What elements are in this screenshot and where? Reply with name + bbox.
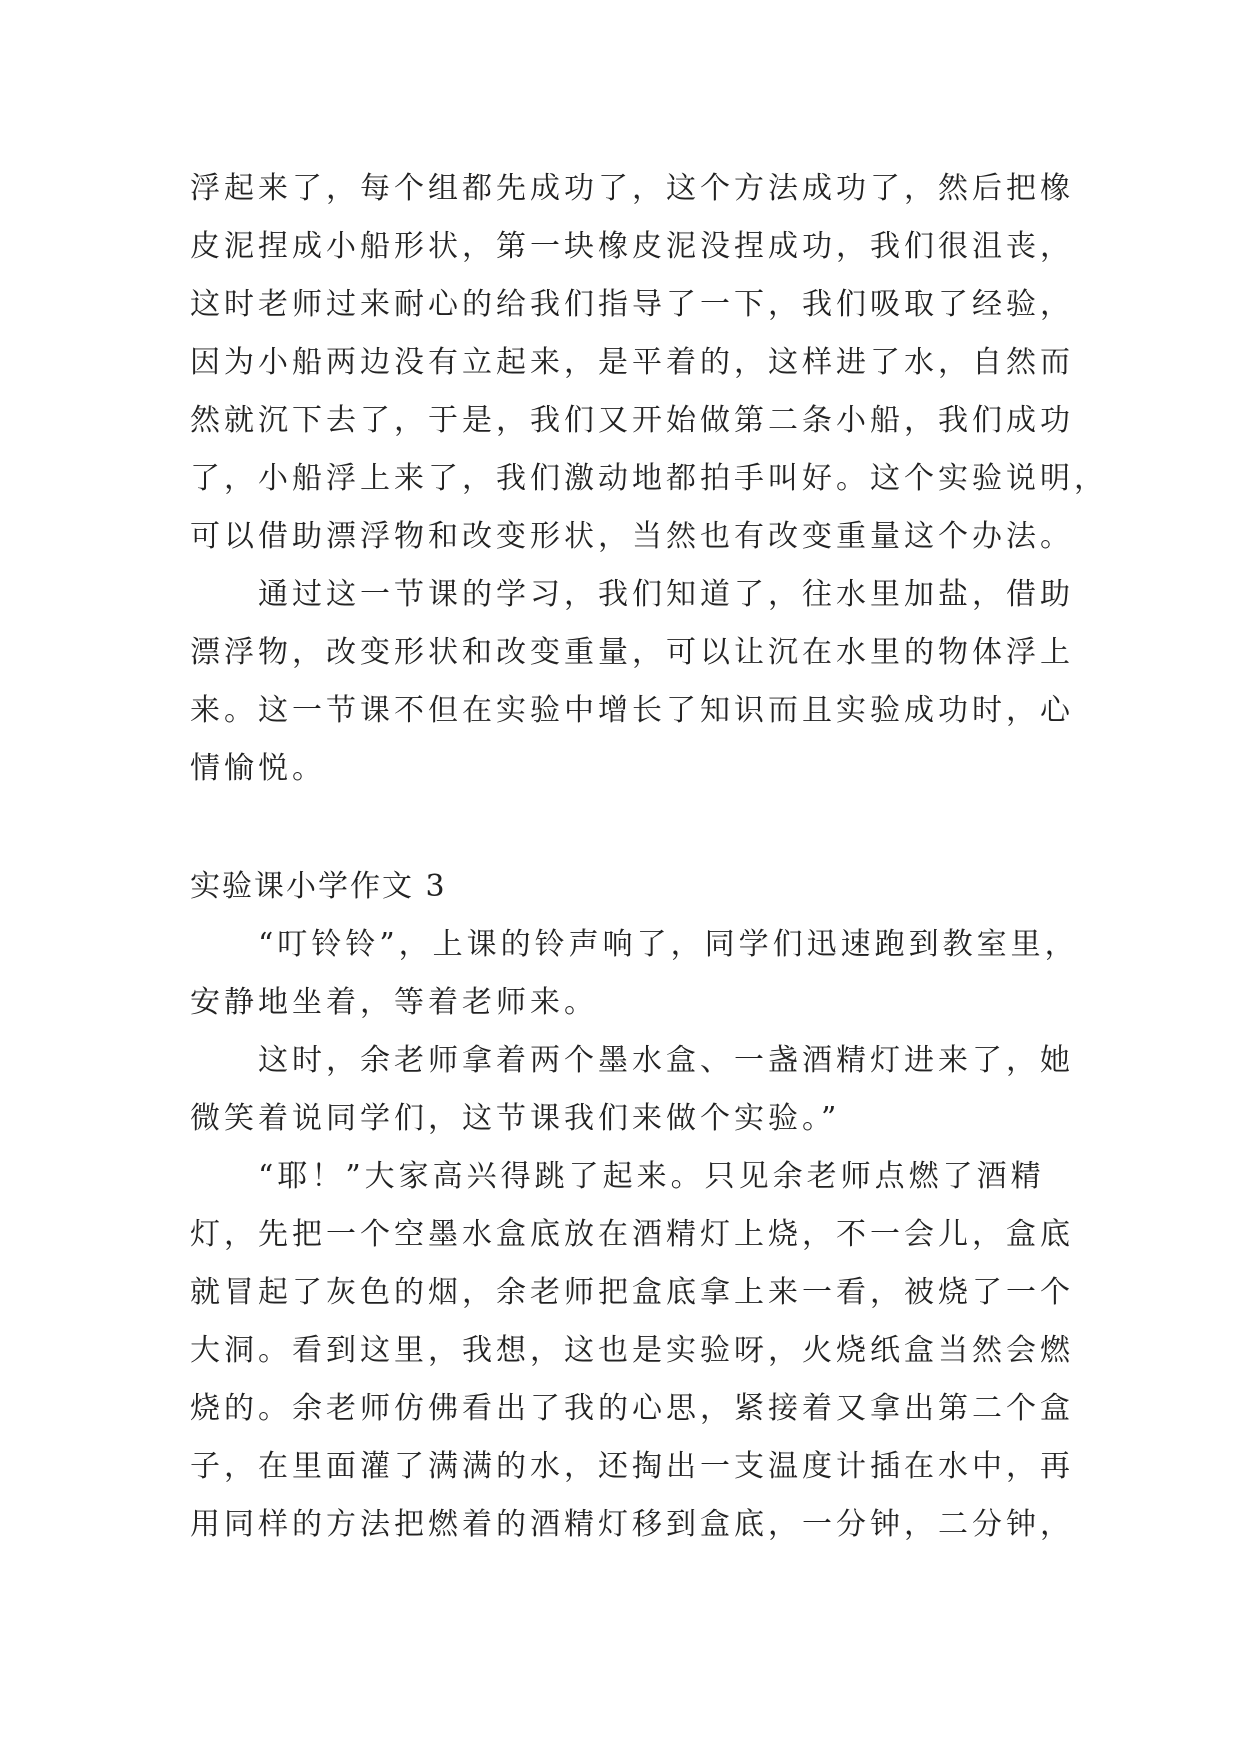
section-gap (190, 798, 1050, 858)
paragraph-3 (190, 916, 1079, 1032)
text-line: 浮起来了，每个组都先成功了，这个方法成功了，然后把橡 (190, 171, 1074, 206)
text-line: “耶！”大家高兴得跳了起来。只见余老师点燃了酒精 (190, 1159, 1045, 1194)
text-line: 这时，余老师拿着两个墨水盒、一盏酒精灯进来了，她 (190, 1043, 1074, 1078)
paragraph-1 (190, 160, 1108, 566)
text-line: 灯，先把一个空墨水盒底放在酒精灯上烧，不一会儿，盒底 (190, 1217, 1074, 1252)
text-line: 来。这一节课不但在实验中增长了知识而且实验成功时，心 (190, 693, 1074, 728)
text-line: 了，小船浮上来了，我们激动地都拍手叫好。这个实验说明， (190, 461, 1108, 496)
text-line: 微笑着说同学们，这节课我们来做个实验。” (190, 1101, 841, 1136)
paragraph-5 (190, 1148, 1074, 1554)
text-line: 情愉悦。 (190, 751, 326, 786)
text-line: 漂浮物，改变形状和改变重量，可以让沉在水里的物体浮上 (190, 635, 1074, 670)
paragraph-2 (190, 566, 1074, 798)
text-line: 可以借助漂浮物和改变形状，当然也有改变重量这个办法。 (190, 519, 1074, 554)
text-line: 安静地坐着，等着老师来。 (190, 985, 598, 1020)
text-line: 用同样的方法把燃着的酒精灯移到盒底，一分钟，二分钟， (190, 1507, 1074, 1542)
document-body (190, 160, 1108, 1554)
section-heading (190, 858, 1050, 916)
heading-text: 实验课小学作文 3 (190, 869, 447, 904)
text-line: 烧的。余老师仿佛看出了我的心思，紧接着又拿出第二个盒 (190, 1391, 1074, 1426)
text-line: 大洞。看到这里，我想，这也是实验呀，火烧纸盒当然会燃 (190, 1333, 1074, 1368)
text-line: 这时老师过来耐心的给我们指导了一下，我们吸取了经验， (190, 287, 1074, 322)
text-line: 因为小船两边没有立起来，是平着的，这样进了水，自然而 (190, 345, 1074, 380)
text-line: 皮泥捏成小船形状，第一块橡皮泥没捏成功，我们很沮丧， (190, 229, 1074, 264)
text-line: 子，在里面灌了满满的水，还掏出一支温度计插在水中，再 (190, 1449, 1074, 1484)
text-line: 通过这一节课的学习，我们知道了，往水里加盐，借助 (190, 577, 1074, 612)
text-line: 就冒起了灰色的烟，余老师把盒底拿上来一看，被烧了一个 (190, 1275, 1074, 1310)
text-line: “叮铃铃”，上课的铃声响了，同学们迅速跑到教室里， (190, 927, 1079, 962)
paragraph-4 (190, 1032, 1074, 1148)
text-line: 然就沉下去了，于是，我们又开始做第二条小船，我们成功 (190, 403, 1074, 438)
